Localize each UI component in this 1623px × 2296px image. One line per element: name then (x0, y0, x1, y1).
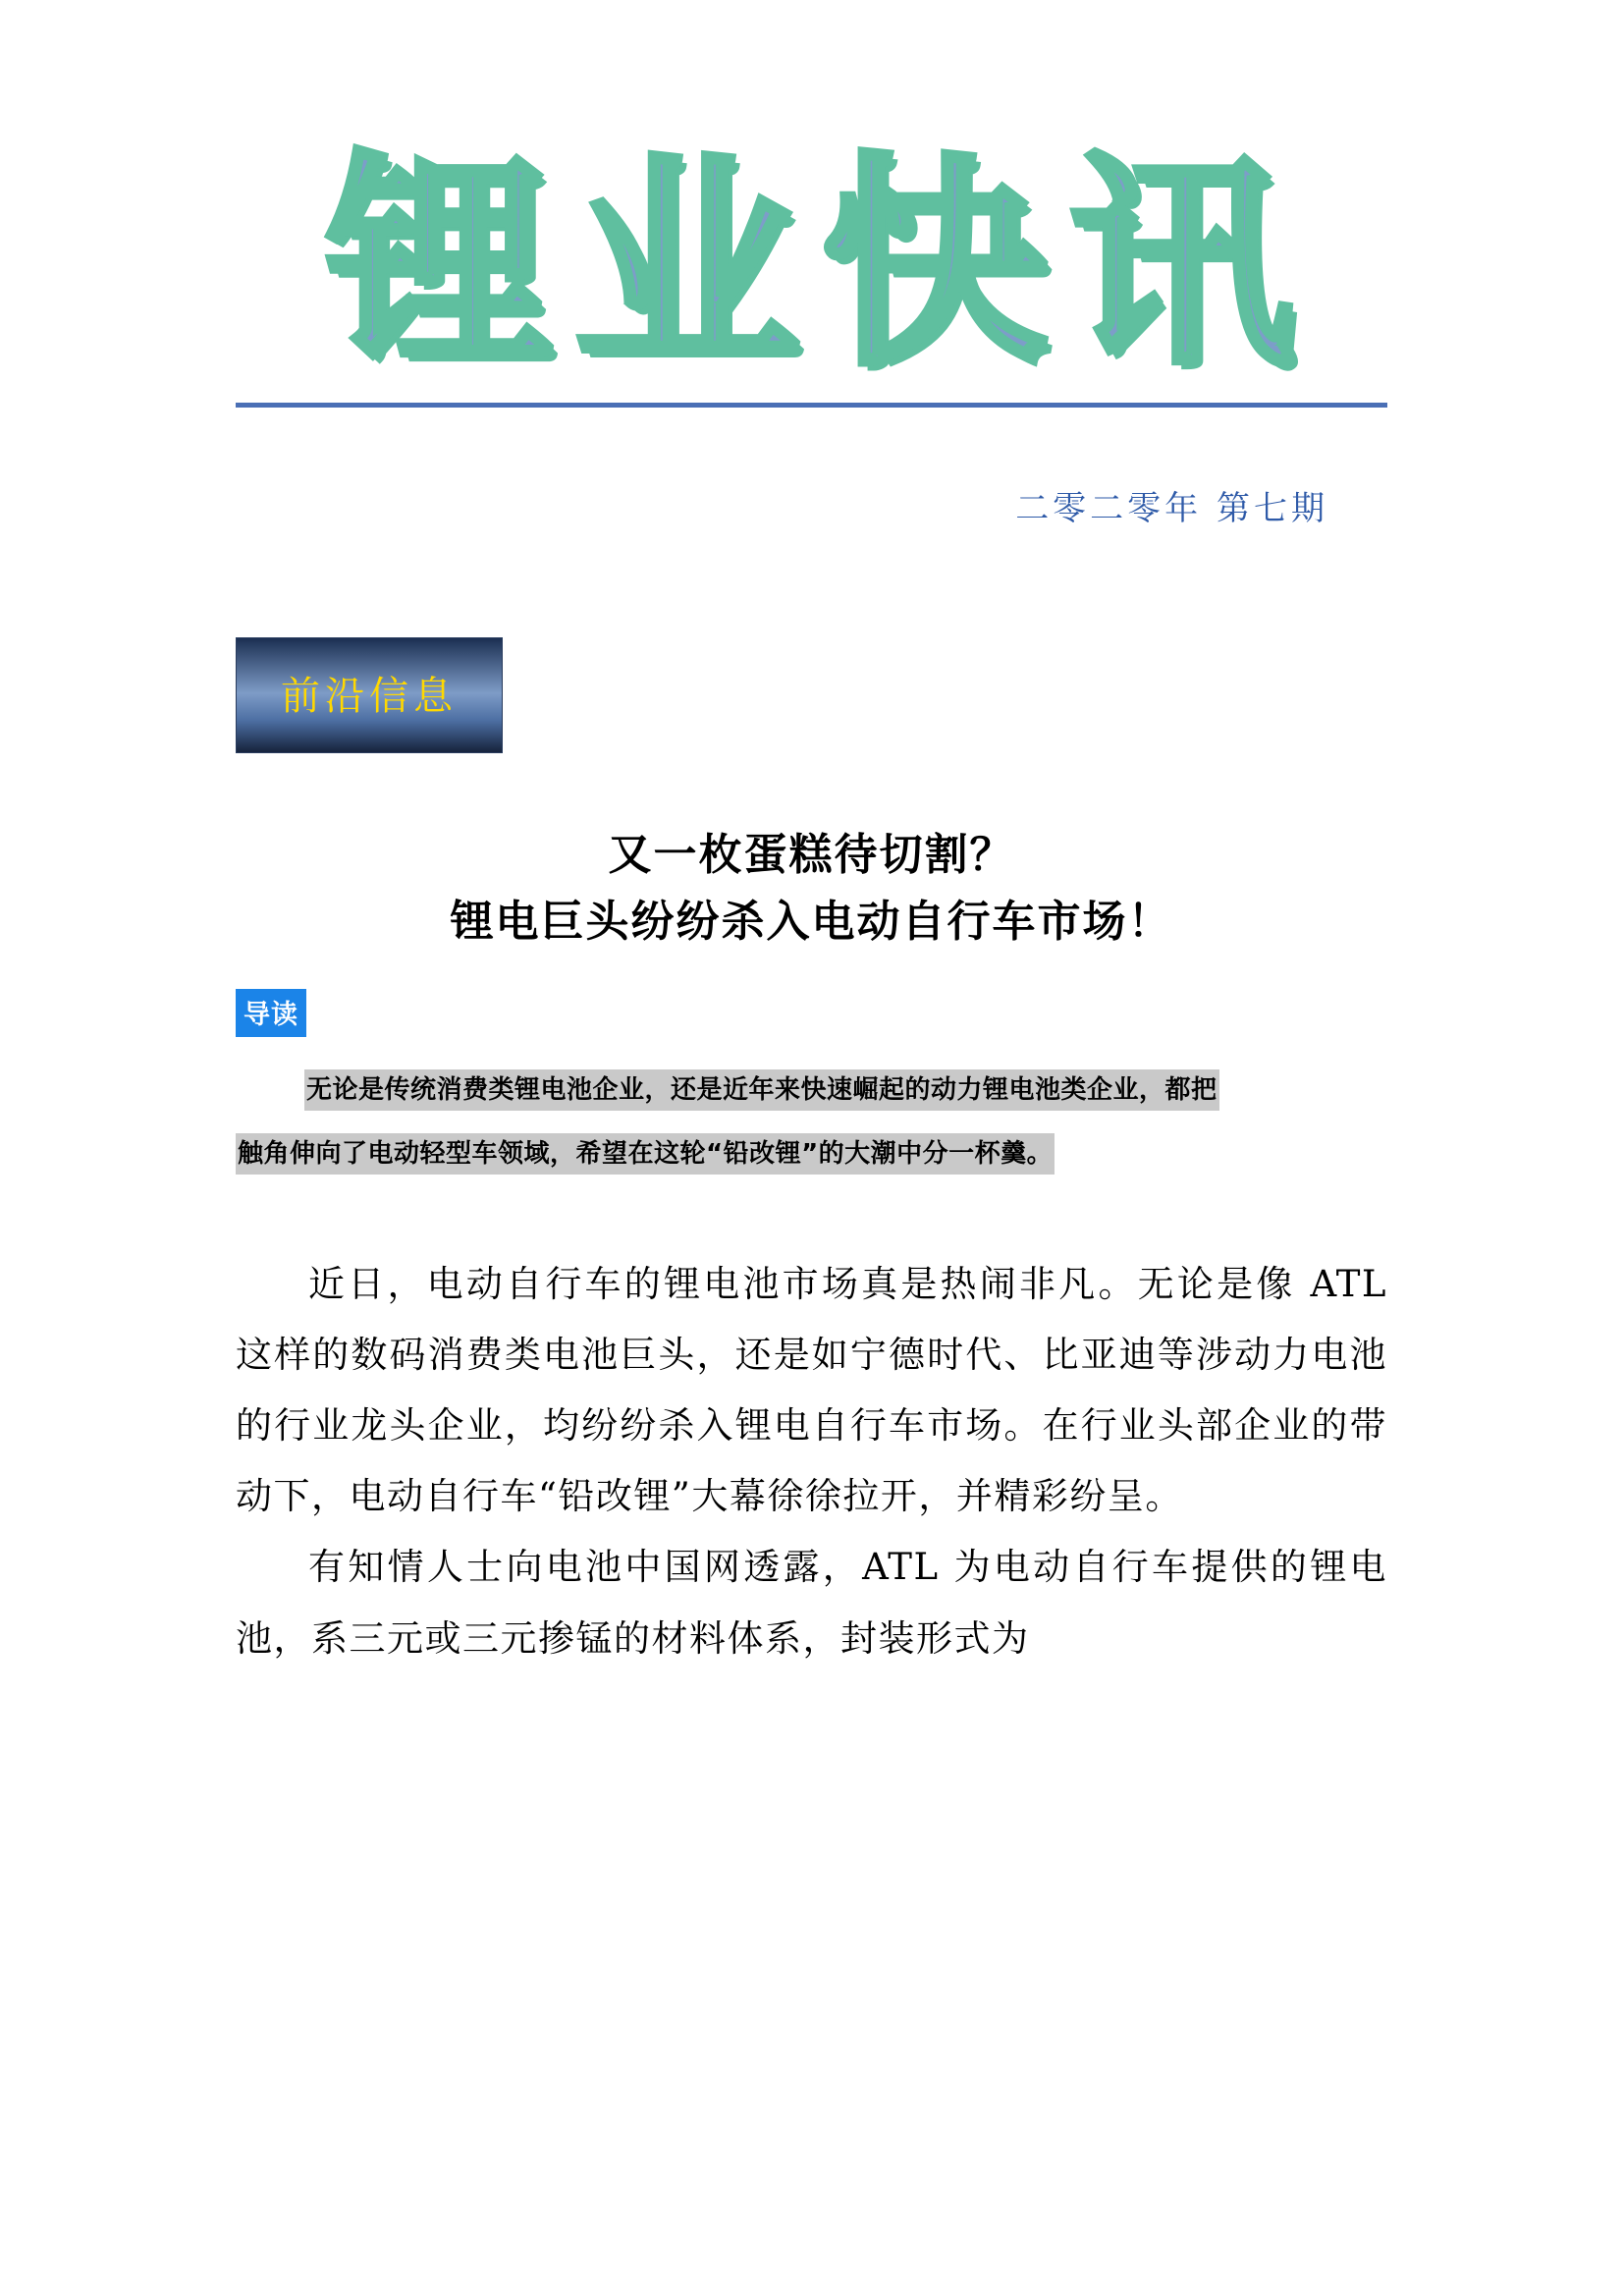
lead-line-2-text: 触角伸向了电动轻型车领域，希望在这轮“铅改锂”的大潮中分一杯羹。 (236, 1133, 1055, 1175)
lead-label-row (236, 989, 1387, 1037)
lead-line-1 (236, 1059, 1387, 1122)
masthead (236, 0, 1387, 408)
publication-title: 锂业快讯 (326, 135, 1317, 397)
lead-line-1-text: 无论是传统消费类锂电池企业，还是近年来快速崛起的动力锂电池类企业，都把 (304, 1069, 1219, 1111)
lead-line-2 (236, 1122, 1387, 1186)
article-body (236, 1249, 1387, 1674)
lead-label-badge: 导读 (236, 989, 306, 1037)
article-paragraph: 有知情人士向电池中国网透露，ATL 为电动自行车提供的锂电池，系三元或三元掺锰的材料体系，封装形式为 (236, 1546, 1387, 1660)
article-title (236, 822, 1387, 956)
article-title-line-2: 锂电巨头纷纷杀入电动自行车市场！ (450, 896, 1173, 947)
section-tag-frontier-info: 前沿信息 (236, 637, 503, 753)
masthead-divider (236, 403, 1387, 408)
section-tag-container (236, 637, 1387, 753)
article-title-line-1: 又一枚蛋糕待切割？ (608, 829, 1015, 880)
lead-paragraph (236, 1059, 1387, 1186)
issue-line: 二零二零年 第七期 (1015, 488, 1328, 528)
article-paragraph: 近日，电动自行车的锂电池市场真是热闹非凡。无论是像 ATL 这样的数码消费类电池巨头，还是如宁德时代、比亚迪等涉动力电池的行业龙头企业，均纷纷杀入锂电自行车市场。在行业头部企业的带动下，电动自行车“铅改锂”大幕徐徐拉开，并精彩纷呈。 (236, 1262, 1387, 1518)
